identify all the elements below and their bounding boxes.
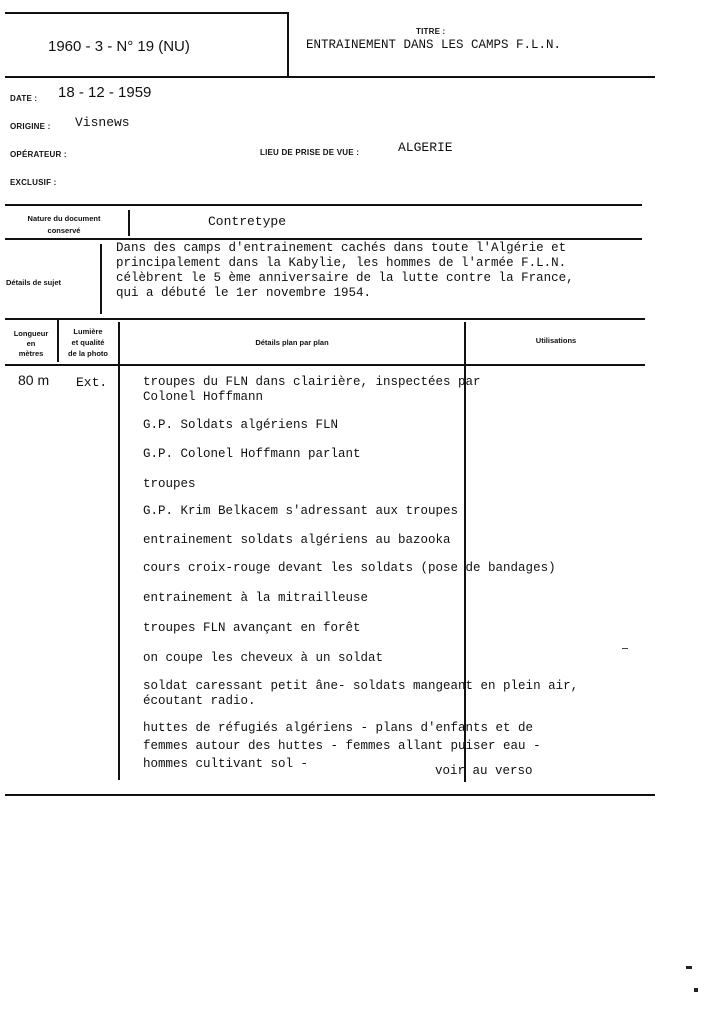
col-divider-3 bbox=[464, 322, 466, 782]
shot-line: femmes autour des huttes - femmes allant puiser eau - bbox=[143, 739, 541, 753]
details-divider bbox=[100, 244, 102, 314]
origine-label: ORIGINE : bbox=[10, 122, 51, 131]
shot-line: hommes cultivant sol - bbox=[143, 757, 309, 771]
col-header-longueur-1: Longueur bbox=[13, 329, 49, 338]
details-text bbox=[116, 241, 574, 301]
header-bottom-rule bbox=[5, 76, 655, 78]
details-bottom-rule bbox=[5, 318, 645, 320]
shot-line: troupes du FLN dans clairière, inspectées par bbox=[143, 375, 481, 389]
document-title: ENTRAINEMENT DANS LES CAMPS F.L.N. bbox=[306, 38, 562, 52]
shot-line: cours croix-rouge devant les soldats (pose de bandages) bbox=[143, 561, 556, 575]
shot-line: G.P. Krim Belkacem s'adressant aux troupes bbox=[143, 504, 459, 518]
nature-top-rule bbox=[5, 204, 642, 206]
footer-note: voir au verso bbox=[435, 764, 533, 778]
nature-label-line2: conservé bbox=[47, 226, 81, 235]
titre-label: TITRE : bbox=[416, 27, 446, 36]
origine-value: Visnews bbox=[75, 115, 130, 130]
scan-speck bbox=[686, 966, 692, 969]
shot-line: on coupe les cheveux à un soldat bbox=[143, 651, 384, 665]
col-header-longueur-3: mètres bbox=[18, 349, 44, 358]
shot-line: entrainement à la mitrailleuse bbox=[143, 591, 369, 605]
shot-line: écoutant radio. bbox=[143, 694, 256, 708]
lumiere-value: Ext. bbox=[76, 375, 108, 390]
operateur-label: OPÉRATEUR : bbox=[10, 150, 67, 159]
date-value: 18 - 12 - 1959 bbox=[58, 84, 152, 101]
header-top-rule bbox=[5, 12, 287, 14]
col-header-longueur-2: en bbox=[26, 339, 36, 348]
details-line: principalement dans la Kabylie, les hommes de l'armée F.L.N. bbox=[116, 256, 567, 270]
details-line: qui a débuté le 1er novembre 1954. bbox=[116, 286, 372, 300]
shot-line: troupes bbox=[143, 477, 196, 491]
col-header-lumiere-2: et qualité bbox=[71, 338, 105, 347]
col-divider-2 bbox=[118, 322, 120, 780]
shot-line: huttes de réfugiés algériens - plans d'enfants et de bbox=[143, 721, 534, 735]
shot-line: entrainement soldats algériens au bazooka bbox=[143, 533, 451, 547]
longueur-value: 80 m bbox=[18, 372, 50, 388]
col-header-details: Détails plan par plan bbox=[255, 338, 329, 347]
lieu-label: LIEU DE PRISE DE VUE : bbox=[260, 148, 360, 157]
lieu-value: ALGERIE bbox=[398, 140, 453, 155]
document-reference: 1960 - 3 - N° 19 (NU) bbox=[48, 38, 190, 55]
scan-speck bbox=[694, 988, 698, 992]
col-header-lumiere-1: Lumière bbox=[73, 327, 103, 336]
table-header-rule bbox=[5, 364, 645, 366]
col-header-utilisations: Utilisations bbox=[535, 336, 577, 345]
date-label: DATE : bbox=[10, 94, 38, 103]
shot-line: G.P. Soldats algériens FLN bbox=[143, 418, 339, 432]
shot-line: soldat caressant petit âne- soldats mangeant en plein air, bbox=[143, 679, 579, 693]
nature-value: Contretype bbox=[208, 214, 287, 229]
table-bottom-rule bbox=[5, 794, 655, 796]
details-line: célèbrent le 5 ème anniversaire de la lutte contre la France, bbox=[116, 271, 574, 285]
header-divider bbox=[287, 12, 289, 76]
shot-line: Colonel Hoffmann bbox=[143, 390, 264, 404]
exclusif-label: EXCLUSIF : bbox=[10, 178, 57, 187]
nature-bottom-rule bbox=[5, 238, 642, 240]
col-header-lumiere-3: de la photo bbox=[68, 349, 108, 358]
shot-line: troupes FLN avançant en forêt bbox=[143, 621, 361, 635]
details-line: Dans des camps d'entrainement cachés dans toute l'Algérie et bbox=[116, 241, 567, 255]
scan-speck bbox=[622, 648, 628, 649]
nature-label-line1: Nature du document bbox=[27, 214, 101, 223]
nature-divider bbox=[128, 210, 130, 236]
details-label: Détails de sujet bbox=[6, 278, 62, 287]
shot-line: G.P. Colonel Hoffmann parlant bbox=[143, 447, 361, 461]
